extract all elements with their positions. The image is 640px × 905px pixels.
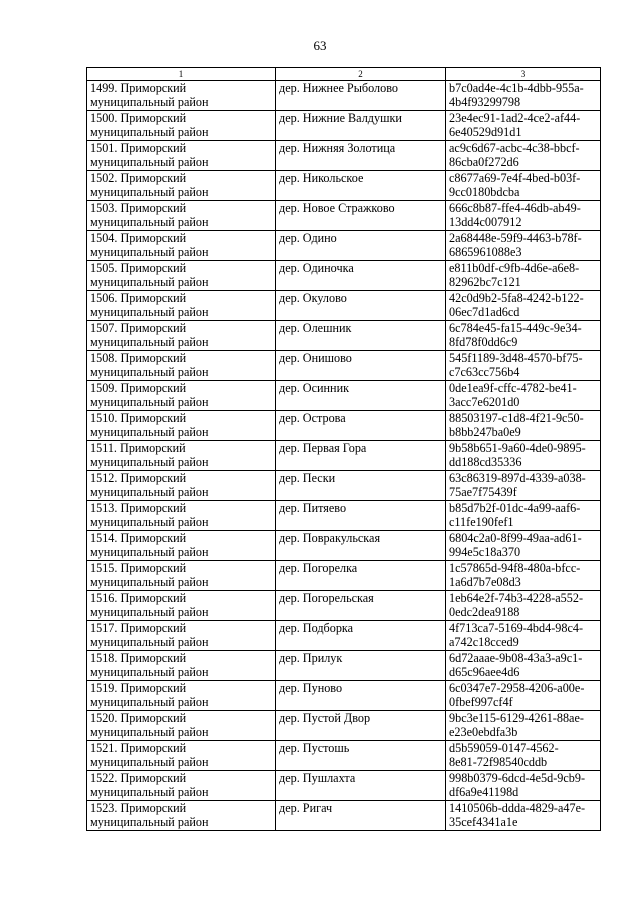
- table-row: [87, 591, 601, 621]
- district-name-text: муниципальный район: [90, 215, 209, 230]
- guid-cell: [446, 501, 601, 531]
- guid-text-part1: b7c0ad4e-4c1b-4dbb-955a-: [449, 81, 584, 95]
- guid-cell: [446, 231, 601, 261]
- district-name-text: муниципальный район: [90, 155, 209, 170]
- district-name-text: муниципальный район: [90, 515, 209, 530]
- settlement-name-text: дер. Нижние Валдушки: [279, 111, 402, 125]
- settlement-cell: [276, 531, 446, 561]
- guid-cell: [446, 471, 601, 501]
- settlement-name-text: дер. Онишово: [279, 351, 352, 365]
- district-name-text: муниципальный район: [90, 305, 209, 320]
- district-number-text: 1515. Приморский: [90, 561, 187, 575]
- settlement-cell: [276, 651, 446, 681]
- guid-text-part1: e811b0df-c9fb-4d6e-a6e8-: [449, 261, 580, 275]
- district-cell: [87, 111, 276, 141]
- settlement-name-text: дер. Осинник: [279, 381, 350, 395]
- district-cell: [87, 621, 276, 651]
- district-number-text: 1501. Приморский: [90, 141, 187, 155]
- guid-cell: [446, 81, 601, 111]
- settlement-name-text: дер. Пуново: [279, 681, 343, 695]
- guid-cell: [446, 681, 601, 711]
- settlement-name-text: дер. Повракульская: [279, 531, 381, 545]
- guid-text-part2: 0fbef997cf4f: [449, 695, 513, 710]
- settlement-name-text: дер. Прилук: [279, 651, 343, 665]
- district-number-text: 1516. Приморский: [90, 591, 187, 605]
- settlement-name-text: дер. Питяево: [279, 501, 347, 515]
- district-cell: [87, 201, 276, 231]
- guid-text-part1: 9b58b651-9a60-4de0-9895-: [449, 441, 586, 455]
- guid-cell: [446, 111, 601, 141]
- district-cell: [87, 381, 276, 411]
- guid-text-part1: 545f1189-3d48-4570-bf75-: [449, 351, 583, 365]
- table-row: [87, 351, 601, 381]
- table-row: [87, 711, 601, 741]
- guid-text-part1: ac9c6d67-acbc-4c38-bbcf-: [449, 141, 580, 155]
- guid-text-part1: 0de1ea9f-cffc-4782-be41-: [449, 381, 577, 395]
- table-row: [87, 291, 601, 321]
- district-cell: [87, 801, 276, 831]
- guid-text-part2: c7c63cc756b4: [449, 365, 520, 380]
- guid-cell: [446, 591, 601, 621]
- district-number-text: 1519. Приморский: [90, 681, 187, 695]
- table-row: [87, 381, 601, 411]
- guid-text-part2: 1a6d7b7e08d3: [449, 575, 521, 590]
- settlement-cell: [276, 801, 446, 831]
- settlement-cell: [276, 681, 446, 711]
- guid-text-part2: 8fd78f0dd6c9: [449, 335, 518, 350]
- guid-text-part1: 1c57865d-94f8-480a-bfcc-: [449, 561, 581, 575]
- settlement-cell: [276, 771, 446, 801]
- guid-text-part1: 88503197-c1d8-4f21-9c50-: [449, 411, 584, 425]
- district-number-text: 1517. Приморский: [90, 621, 187, 635]
- district-number-text: 1513. Приморский: [90, 501, 187, 515]
- district-number-text: 1500. Приморский: [90, 111, 187, 125]
- guid-text-part1: 1eb64e2f-74b3-4228-a552-: [449, 591, 584, 605]
- settlement-name-text: дер. Одино: [279, 231, 337, 245]
- settlement-name-text: дер. Подборка: [279, 621, 354, 635]
- settlement-name-text: дер. Окулово: [279, 291, 347, 305]
- table-row: [87, 741, 601, 771]
- district-number-text: 1507. Приморский: [90, 321, 187, 335]
- settlement-cell: [276, 501, 446, 531]
- guid-text-part2: 9cc0180bdcba: [449, 185, 520, 200]
- guid-text-part2: 35cef4341a1e: [449, 815, 518, 830]
- guid-text-part2: 06ec7d1ad6cd: [449, 305, 520, 320]
- guid-cell: [446, 351, 601, 381]
- guid-text-part2: df6a9e41198d: [449, 785, 519, 800]
- district-number-text: 1518. Приморский: [90, 651, 187, 665]
- guid-text-part1: d5b59059-0147-4562-: [449, 741, 559, 755]
- district-cell: [87, 471, 276, 501]
- district-number-text: 1512. Приморский: [90, 471, 187, 485]
- district-cell: [87, 351, 276, 381]
- table-row: [87, 411, 601, 441]
- settlement-name-text: дер. Пушлахта: [279, 771, 356, 785]
- district-number-text: 1510. Приморский: [90, 411, 187, 425]
- guid-text-part1: 998b0379-6dcd-4e5d-9cb9-: [449, 771, 586, 785]
- settlement-name-text: дер. Олешник: [279, 321, 352, 335]
- column-header-1: 1: [87, 68, 276, 81]
- guid-text-part2: 6865961088e3: [449, 245, 522, 260]
- guid-cell: [446, 171, 601, 201]
- district-name-text: муниципальный район: [90, 545, 209, 560]
- settlement-cell: [276, 261, 446, 291]
- settlement-cell: [276, 471, 446, 501]
- guid-text-part1: 23e4ec91-1ad2-4ce2-af44-: [449, 111, 581, 125]
- district-number-text: 1503. Приморский: [90, 201, 187, 215]
- guid-text-part2: a742c18cced9: [449, 635, 519, 650]
- guid-text-part2: 3acc7e6201d0: [449, 395, 520, 410]
- guid-cell: [446, 201, 601, 231]
- district-name-text: муниципальный район: [90, 725, 209, 740]
- district-cell: [87, 411, 276, 441]
- column-header-2: 2: [276, 68, 446, 81]
- guid-cell: [446, 651, 601, 681]
- settlement-cell: [276, 741, 446, 771]
- settlement-name-text: дер. Никольское: [279, 171, 364, 185]
- guid-text-part2: 8e81-72f98540cddb: [449, 755, 548, 770]
- district-name-text: муниципальный район: [90, 635, 209, 650]
- guid-text-part2: 86cba0f272d6: [449, 155, 519, 170]
- district-number-text: 1502. Приморский: [90, 171, 187, 185]
- guid-text-part2: 0edc2dea9188: [449, 605, 520, 620]
- district-cell: [87, 591, 276, 621]
- guid-text-part2: b8bb247ba0e9: [449, 425, 521, 440]
- district-cell: [87, 261, 276, 291]
- settlement-name-text: дер. Пустой Двор: [279, 711, 371, 725]
- guid-cell: [446, 561, 601, 591]
- district-number-text: 1499. Приморский: [90, 81, 187, 95]
- settlement-cell: [276, 591, 446, 621]
- settlement-cell: [276, 231, 446, 261]
- guid-text-part2: 994e5c18a370: [449, 545, 521, 560]
- district-name-text: муниципальный район: [90, 575, 209, 590]
- guid-text-part1: 666c8b87-ffe4-46db-ab49-: [449, 201, 581, 215]
- district-name-text: муниципальный район: [90, 275, 209, 290]
- district-name-text: муниципальный район: [90, 605, 209, 620]
- district-cell: [87, 561, 276, 591]
- table-row: [87, 621, 601, 651]
- table-row: [87, 141, 601, 171]
- district-name-text: муниципальный район: [90, 245, 209, 260]
- guid-text-part1: 6c0347e7-2958-4206-a00e-: [449, 681, 585, 695]
- guid-text-part1: 1410506b-ddda-4829-a47e-: [449, 801, 586, 815]
- settlement-cell: [276, 411, 446, 441]
- guid-text-part1: 63c86319-897d-4339-a038-: [449, 471, 586, 485]
- table-row: [87, 471, 601, 501]
- guid-text-part2: d65c96aee4d6: [449, 665, 520, 680]
- district-cell: [87, 321, 276, 351]
- guid-cell: [446, 801, 601, 831]
- district-cell: [87, 501, 276, 531]
- district-cell: [87, 741, 276, 771]
- guid-text-part1: 2a68448e-59f9-4463-b78f-: [449, 231, 582, 245]
- guid-cell: [446, 411, 601, 441]
- district-number-text: 1506. Приморский: [90, 291, 187, 305]
- table-row: [87, 801, 601, 831]
- district-name-text: муниципальный район: [90, 335, 209, 350]
- guid-text-part2: 13dd4c007912: [449, 215, 522, 230]
- district-number-text: 1509. Приморский: [90, 381, 187, 395]
- guid-text-part1: c8677a69-7e4f-4bed-b03f-: [449, 171, 581, 185]
- table-row: [87, 231, 601, 261]
- district-name-text: муниципальный район: [90, 485, 209, 500]
- guid-cell: [446, 621, 601, 651]
- settlement-name-text: дер. Острова: [279, 411, 346, 425]
- table-row: [87, 321, 601, 351]
- district-cell: [87, 711, 276, 741]
- district-cell: [87, 291, 276, 321]
- guid-cell: [446, 321, 601, 351]
- guid-cell: [446, 141, 601, 171]
- table-row: [87, 681, 601, 711]
- header-row: [87, 68, 601, 81]
- settlement-cell: [276, 141, 446, 171]
- district-name-text: муниципальный район: [90, 455, 209, 470]
- guid-text-part1: b85d7b2f-01dc-4a99-aaf6-: [449, 501, 581, 515]
- guid-cell: [446, 771, 601, 801]
- table-row: [87, 111, 601, 141]
- district-cell: [87, 651, 276, 681]
- guid-text-part1: 6804c2a0-8f99-49aa-ad61-: [449, 531, 582, 545]
- guid-text-part2: 6e40529d91d1: [449, 125, 522, 140]
- district-name-text: муниципальный район: [90, 695, 209, 710]
- table-row: [87, 771, 601, 801]
- district-cell: [87, 531, 276, 561]
- district-name-text: муниципальный район: [90, 185, 209, 200]
- settlement-cell: [276, 291, 446, 321]
- district-cell: [87, 231, 276, 261]
- district-number-text: 1522. Приморский: [90, 771, 187, 785]
- settlements-table: [86, 67, 601, 831]
- page-number: 63: [313, 38, 327, 53]
- settlement-cell: [276, 621, 446, 651]
- table-row: [87, 441, 601, 471]
- district-name-text: муниципальный район: [90, 425, 209, 440]
- district-name-text: муниципальный район: [90, 365, 209, 380]
- settlement-name-text: дер. Погорелка: [279, 561, 358, 575]
- settlement-cell: [276, 561, 446, 591]
- settlement-cell: [276, 111, 446, 141]
- guid-text-part2: c11fe190fef1: [449, 515, 514, 530]
- settlement-cell: [276, 81, 446, 111]
- district-name-text: муниципальный район: [90, 815, 209, 830]
- guid-text-part2: e23e0ebdfa3b: [449, 725, 518, 740]
- guid-text-part2: 4b4f93299798: [449, 95, 521, 110]
- settlement-name-text: дер. Ригач: [279, 801, 333, 815]
- settlement-name-text: дер. Нижняя Золотица: [279, 141, 396, 155]
- district-name-text: муниципальный район: [90, 665, 209, 680]
- guid-text-part1: 6d72aaae-9b08-43a3-a9c1-: [449, 651, 583, 665]
- table-body: [87, 81, 601, 831]
- district-name-text: муниципальный район: [90, 395, 209, 410]
- district-name-text: муниципальный район: [90, 125, 209, 140]
- guid-text-part1: 6c784e45-fa15-449c-9e34-: [449, 321, 582, 335]
- district-cell: [87, 141, 276, 171]
- table-row: [87, 651, 601, 681]
- table-row: [87, 561, 601, 591]
- guid-text-part1: 9bc3e115-6129-4261-88ae-: [449, 711, 584, 725]
- guid-text-part2: 75ae7f75439f: [449, 485, 517, 500]
- district-cell: [87, 771, 276, 801]
- guid-cell: [446, 741, 601, 771]
- guid-cell: [446, 711, 601, 741]
- district-number-text: 1514. Приморский: [90, 531, 187, 545]
- guid-cell: [446, 291, 601, 321]
- guid-cell: [446, 381, 601, 411]
- settlement-cell: [276, 441, 446, 471]
- settlement-name-text: дер. Новое Стражково: [279, 201, 395, 215]
- guid-cell: [446, 441, 601, 471]
- settlement-name-text: дер. Нижнее Рыболово: [279, 81, 398, 95]
- district-number-text: 1520. Приморский: [90, 711, 187, 725]
- table-row: [87, 531, 601, 561]
- district-cell: [87, 441, 276, 471]
- settlement-name-text: дер. Пески: [279, 471, 336, 485]
- guid-text-part1: 4f713ca7-5169-4bd4-98c4-: [449, 621, 584, 635]
- guid-cell: [446, 261, 601, 291]
- district-number-text: 1521. Приморский: [90, 741, 187, 755]
- district-name-text: муниципальный район: [90, 755, 209, 770]
- table-row: [87, 501, 601, 531]
- settlement-name-text: дер. Погорельская: [279, 591, 374, 605]
- district-cell: [87, 681, 276, 711]
- settlement-name-text: дер. Одиночка: [279, 261, 354, 275]
- settlement-cell: [276, 321, 446, 351]
- settlement-cell: [276, 381, 446, 411]
- guid-text-part2: 82962bc7c121: [449, 275, 521, 290]
- district-name-text: муниципальный район: [90, 785, 209, 800]
- settlement-name-text: дер. Первая Гора: [279, 441, 367, 455]
- district-number-text: 1511. Приморский: [90, 441, 186, 455]
- table-row: [87, 201, 601, 231]
- district-cell: [87, 171, 276, 201]
- settlement-cell: [276, 171, 446, 201]
- settlement-cell: [276, 711, 446, 741]
- guid-text-part1: 42c0d9b2-5fa8-4242-b122-: [449, 291, 584, 305]
- district-number-text: 1505. Приморский: [90, 261, 187, 275]
- guid-text-part2: dd188cd35336: [449, 455, 522, 470]
- settlement-cell: [276, 351, 446, 381]
- district-number-text: 1523. Приморский: [90, 801, 187, 815]
- district-name-text: муниципальный район: [90, 95, 209, 110]
- district-number-text: 1508. Приморский: [90, 351, 187, 365]
- district-number-text: 1504. Приморский: [90, 231, 187, 245]
- settlement-name-text: дер. Пустошь: [279, 741, 350, 755]
- table-row: [87, 171, 601, 201]
- district-cell: [87, 81, 276, 111]
- table-row: [87, 81, 601, 111]
- guid-cell: [446, 531, 601, 561]
- column-header-3: 3: [446, 68, 601, 81]
- table-header: [87, 68, 601, 81]
- table-row: [87, 261, 601, 291]
- settlement-cell: [276, 201, 446, 231]
